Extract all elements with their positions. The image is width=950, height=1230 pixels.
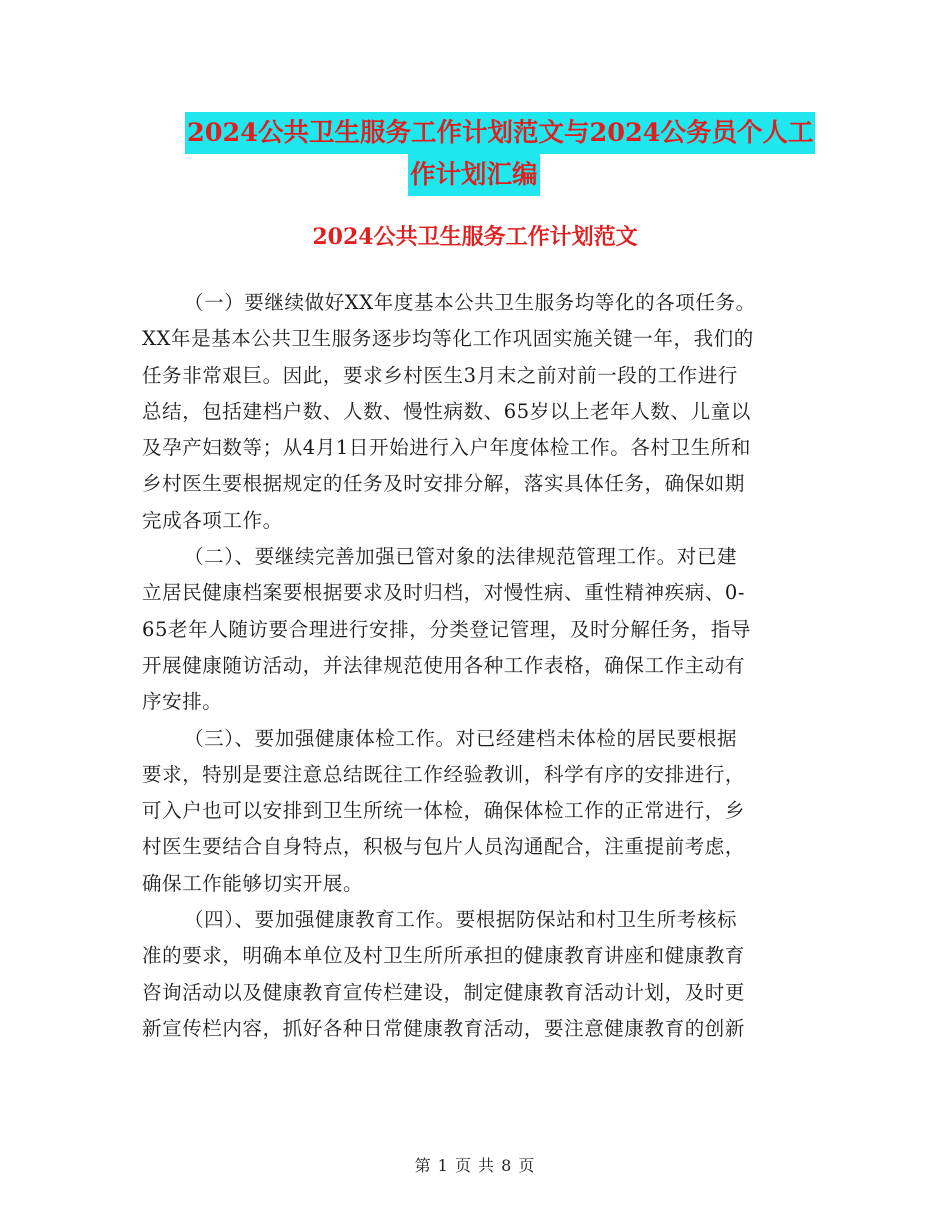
paragraph-4 xyxy=(142,902,812,1047)
paragraph-line: 可入户也可以安排到卫生所统一体检，确保体检工作的正常进行，乡 xyxy=(142,799,746,823)
paragraph-line: 总结，包括建档户数、人数、慢性病数、65岁以上老年人数、儿童以 xyxy=(142,399,751,423)
page-number-footer: 第 1 页 共 8 页 xyxy=(414,1156,536,1175)
paragraph-line: 确保工作能够切实开展。 xyxy=(142,871,364,895)
paragraph-line: 要求，特别是要注意总结既往工作经验教训，科学有序的安排进行， xyxy=(142,762,746,786)
paragraph-line: 咨询活动以及健康教育宣传栏建设，制定健康教育活动计划，及时更 xyxy=(142,980,746,1004)
paragraph-line: （一）要继续做好XX年度基本公共卫生服务均等化的各项任务。 xyxy=(184,291,756,314)
paragraph-line: 村医生要结合自身特点，积极与包片人员沟通配合，注重提前考虑， xyxy=(142,835,746,859)
paragraph-line: 开展健康随访活动，并法律规范使用各种工作表格，确保工作主动有 xyxy=(142,653,746,677)
paragraph-line: XX年是基本公共卫生服务逐步均等化工作巩固实施关键一年，我们的 xyxy=(142,327,754,351)
paragraph-line: （二）、要继续完善加强已管对象的法律规范管理工作。对已建 xyxy=(184,545,738,569)
paragraph-line: 序安排。 xyxy=(142,690,223,714)
title-line-1: 2024公共卫生服务工作计划范文与2024公务员个人工 xyxy=(185,112,815,154)
paragraph-2 xyxy=(142,539,812,720)
paragraph-line: 准的要求，明确本单位及村卫生所所承担的健康教育讲座和健康教育 xyxy=(142,944,746,968)
paragraph-line: 65老年人随访要合理进行安排，分类登记管理，及时分解任务，指导 xyxy=(142,617,751,641)
paragraph-1 xyxy=(142,285,812,539)
paragraph-line: 乡村医生要根据规定的任务及时安排分解，落实具体任务，确保如期 xyxy=(142,472,746,496)
paragraph-line: （三）、要加强健康体检工作。对已经建档未体检的居民要根据 xyxy=(184,726,738,750)
paragraph-line: 立居民健康档案要根据要求及时归档，对慢性病、重性精神疾病、0- xyxy=(142,581,746,605)
document-body xyxy=(142,285,812,1047)
paragraph-line: 完成各项工作。 xyxy=(142,508,283,532)
section-heading: 2024公共卫生服务工作计划范文 xyxy=(312,224,638,250)
paragraph-3 xyxy=(142,721,812,902)
title-line-2: 作计划汇编 xyxy=(408,154,540,196)
paragraph-line: 任务非常艰巨。因此，要求乡村医生3月末之前对前一段的工作进行 xyxy=(142,363,738,387)
paragraph-line: 及孕产妇数等；从4月1日开始进行入户年度体检工作。各村卫生所和 xyxy=(142,436,751,460)
paragraph-line: 新宣传栏内容，抓好各种日常健康教育活动，要注意健康教育的创新 xyxy=(142,1016,746,1040)
paragraph-line: （四）、要加强健康教育工作。要根据防保站和村卫生所考核标 xyxy=(184,908,738,932)
